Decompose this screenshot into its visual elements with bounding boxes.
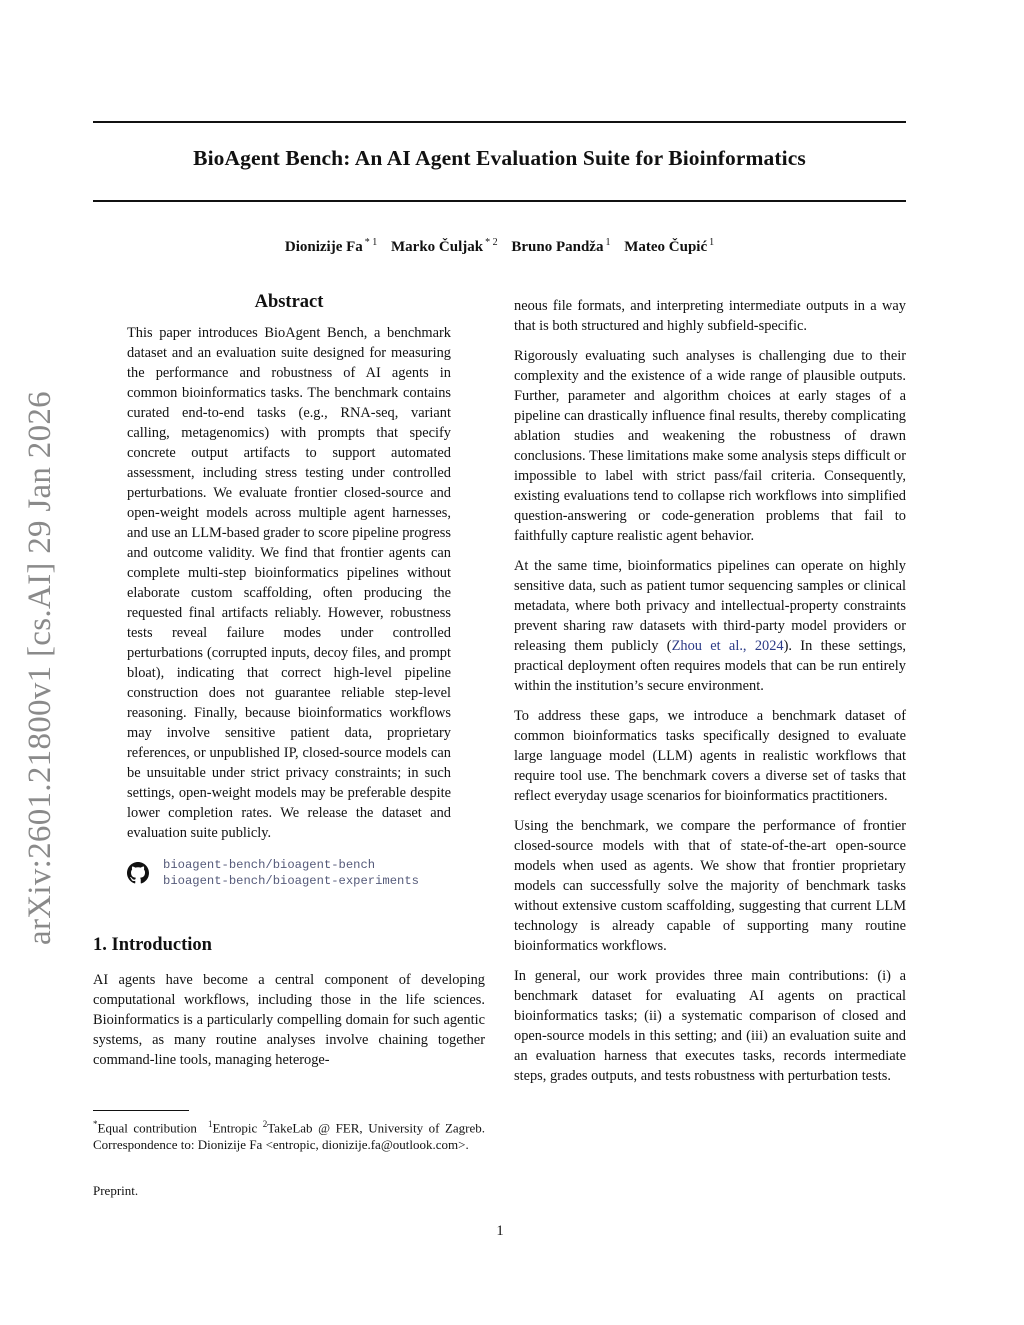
author-name: Dionizije Fa [284,239,363,255]
footnote-mark: 1 [207,1119,213,1129]
github-icon [127,862,149,884]
repository-link-list [163,857,419,889]
paper-title: BioAgent Bench: An AI Agent Evaluation Suite for Bioinformatics [193,146,806,170]
author [624,239,714,255]
intro-paragraph: Rigorously evaluating such analyses is challenging due to their complexity and the existence of a wide range of plausible outputs. Further, parameter and algorithm choices at early stages of a pipeline can drastically influence final results, thereby complicating ablation studies and weakening the robustness of drawn conclusions. These limitations make some analysis steps difficult or impossible to label with strict pass/fail criteria. Consequently, existing evaluations tend to collapse rich workflows into simplified question-answering or code-generation problems that fail to faithfully capture realistic agent behavior. [514,348,906,544]
footnote-affiliation-1: Entropic [212,1120,258,1136]
author-name: Bruno Pandža [511,239,604,255]
author [391,239,498,255]
left-column [93,292,485,1080]
author-name: Mateo Čupić [624,239,708,255]
footnote-equal: Equal contribution [97,1120,197,1136]
author-marks: * 1 [364,237,378,248]
preprint-label: Preprint. [93,1183,139,1198]
intro-paragraph: neous file formats, and interpreting intermediate outputs in a way that is both structured and highly subfield-specific. [514,298,906,334]
footnote [93,1116,485,1153]
paragraph-text: ). In these settings, practical deployment often requires models that can be run entirely within the institution’s secure environment. [514,638,907,694]
author [285,239,377,255]
title-rule-top [93,121,906,123]
repo-link-bench[interactable]: bioagent-bench/bioagent-bench [163,858,376,872]
intro-paragraph [514,556,906,696]
author-marks: 1 [709,237,715,248]
repository-links [127,857,451,889]
paragraph-text: At the same time, bioinformatics pipelines can operate on highly sensitive data, such as patient tumor sequencing samples or clinical metadata, where both privacy and intellectual-property constraints prevent sharing raw datasets with third-party model providers or releasing them publicly ( [514,558,906,654]
abstract-heading: Abstract [254,292,324,312]
right-column [514,296,906,1096]
page-number: 1 [496,1223,504,1239]
abstract-text: This paper introduces BioAgent Bench, a benchmark dataset and an evaluation suite designed for measuring the performance and robustness of AI agents in common bioinformatics tasks. The benchmark contains curated end-to-end tasks (e.g., RNA-seq, variant calling, metagenomics) with prompts that specify concrete output artifacts to support automated assessment, including stress testing under controlled perturbations. We evaluate frontier closed-source and open-weight models across multiple agent harnesses, and use an LLM-based grader to score pipeline progress and outcome validity. We find that frontier agents can complete multi-step bioinformatics pipelines without elaborate custom scaffolding, often producing the requested final artifacts reliably. However, robustness tests reveal failure modes under controlled perturbations (corrupted inputs, decoy files, and prompt bloat), indicating that correct high-level pipeline construction does not guarantee reliable step-level reasoning. Finally, because bioinformatics workflows may involve sensitive patient data, proprietary references, or unpublished IP, closed-source models can be unsuitable under strict privacy constraints; in such settings, open-weight models may be preferable despite lower completion rates. We release the dataset and evaluation suite publicly. [127,325,451,841]
author-marks: * 2 [485,237,498,248]
intro-paragraph: To address these gaps, we introduce a benchmark dataset of common bioinformatics tasks specifically designed to evaluate large language model (LLM) agents in realistic workflows that require tool use. The benchmark covers a diverse set of tasks that reflect everyday usage scenarios for bioinformatics practitioners. [514,708,906,804]
intro-paragraph: Using the benchmark, we compare the performance of frontier closed-source models with that of state-of-the-art open-source models when used as agents. We show that frontier proprietary models can successfully solve the majority of benchmark tasks without extensive custom scaffolding, suggesting that current LLM technology is already capable of supporting many routine bioinformatics workflows. [514,818,906,954]
footnote-mark: 2 [262,1119,268,1129]
title-rule-bottom [93,200,906,202]
footnote-rule [93,1110,189,1111]
footnote-affiliation-2: TakeLab @ FER, University of Zagreb. Correspondence to: Dionizije Fa <entropic, dionizije.fa@outlook.com>. [93,1120,486,1153]
author-list [93,237,906,256]
author-name: Marko Čuljak [391,239,484,255]
section-heading-introduction: 1. Introduction [93,935,212,955]
citation-link[interactable]: Zhou et al., 2024 [671,638,784,654]
arxiv-identifier-stamp: arXiv:2601.21800v1 [cs.AI] 29 Jan 2026 [22,391,58,945]
footnote-mark: * [93,1119,98,1129]
intro-paragraph: In general, our work provides three main contributions: (i) a benchmark dataset for evaluating AI agents on practical bioinformatics tasks; (ii) a systematic comparison of closed and open-source models in this setting; and (iii) an evaluation suite and an evaluation harness that executes tasks, records intermediate steps, grades outputs, and tests robustness with perturbation tests. [514,968,906,1084]
repo-link-experiments[interactable]: bioagent-bench/bioagent-experiments [163,874,419,888]
author-marks: 1 [605,237,611,248]
intro-paragraph: AI agents have become a central component of developing computational workflows, including those in the life sciences. Bioinformatics is a particularly compelling domain for such agentic systems, as many routine analyses involve chaining together command-line tools, managing heteroge- [93,972,485,1068]
author [511,239,610,255]
